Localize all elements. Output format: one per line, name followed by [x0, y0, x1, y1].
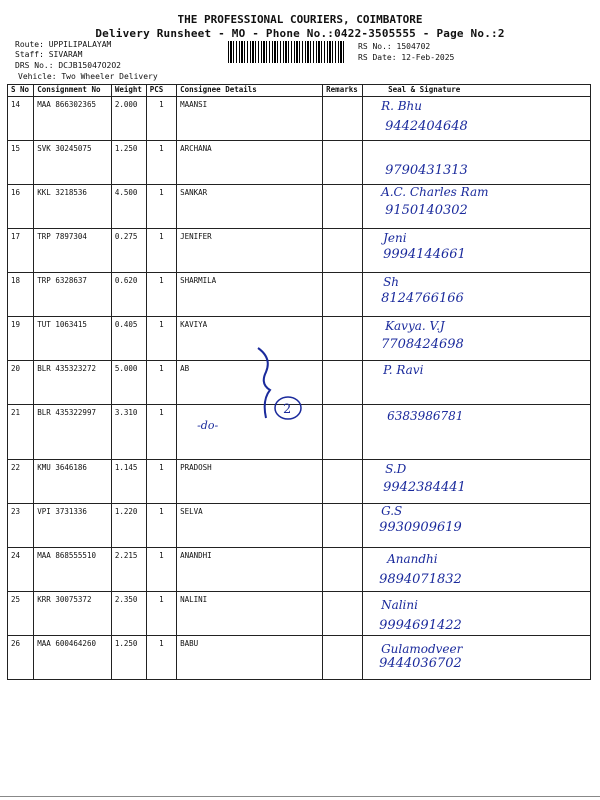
- row-pcs: 1: [146, 460, 176, 504]
- row-signature: [363, 273, 591, 317]
- row-pcs: 1: [146, 141, 176, 185]
- row-consignee: MAANSI: [177, 97, 323, 141]
- company-title: THE PROFESSIONAL COURIERS, COIMBATORE: [177, 13, 423, 26]
- col-pcs: PCS: [146, 85, 176, 97]
- row-remarks: [323, 185, 363, 229]
- row-weight: 0.405: [111, 317, 146, 361]
- table-row: [8, 185, 591, 229]
- signature-phone: 9994691422: [379, 618, 462, 633]
- row-remarks: [323, 141, 363, 185]
- signature-phone: 9442404648: [385, 119, 468, 134]
- row-signature: [363, 185, 591, 229]
- row-remarks: [323, 460, 363, 504]
- row-sno: 19: [8, 317, 34, 361]
- row-sno: 15: [8, 141, 34, 185]
- row-signature: [363, 97, 591, 141]
- signature-phone: 9444036702: [379, 656, 462, 671]
- row-consignee: SELVA: [177, 504, 323, 548]
- row-remarks: [323, 229, 363, 273]
- row-signature: [363, 361, 591, 405]
- row-signature: [363, 592, 591, 636]
- row-signature: [363, 548, 591, 592]
- row-consignment: BLR 435322997: [34, 405, 112, 460]
- row-sno: 17: [8, 229, 34, 273]
- row-consignment: TRP 6328637: [34, 273, 112, 317]
- row-signature: [363, 504, 591, 548]
- row-consignee: KAVIYA: [177, 317, 323, 361]
- row-pcs: 1: [146, 405, 176, 460]
- row-pcs: 1: [146, 317, 176, 361]
- signature-phone: 7708424698: [381, 337, 464, 352]
- row-weight: 1.220: [111, 504, 146, 548]
- row-pcs: 1: [146, 97, 176, 141]
- row-sno: 16: [8, 185, 34, 229]
- signature-text: Anandhi: [387, 552, 438, 566]
- row-sno: 14: [8, 97, 34, 141]
- table-row: [8, 592, 591, 636]
- col-weight: Weight: [111, 85, 146, 97]
- row-pcs: 1: [146, 273, 176, 317]
- signature-text: P. Ravi: [383, 363, 424, 377]
- row-weight: 1.145: [111, 460, 146, 504]
- annotation-number: 2: [283, 402, 292, 417]
- row-remarks: [323, 273, 363, 317]
- row-pcs: 1: [146, 636, 176, 680]
- row-consignment: VPI 3731336: [34, 504, 112, 548]
- row-remarks: [323, 317, 363, 361]
- row-pcs: 1: [146, 361, 176, 405]
- signature-text: S.D: [385, 462, 407, 476]
- signature-text: Kavya. V.J: [385, 319, 445, 333]
- row-remarks: [323, 361, 363, 405]
- row-consignment: MAA 868555510: [34, 548, 112, 592]
- signature-text: R. Bhu: [381, 99, 423, 113]
- table-row: [8, 97, 591, 141]
- rs-date-label: RS Date: 12-Feb-2025: [358, 53, 455, 62]
- col-sno: S No: [8, 85, 34, 97]
- row-remarks: [323, 97, 363, 141]
- row-consignee: SANKAR: [177, 185, 323, 229]
- row-consignee: ARCHANA: [177, 141, 323, 185]
- row-sno: 22: [8, 460, 34, 504]
- drs-label: DRS No.: DCJB15047O2O2: [15, 61, 121, 70]
- row-pcs: 1: [146, 504, 176, 548]
- signature-phone: 9790431313: [385, 163, 468, 178]
- signature-phone: 9994144661: [383, 247, 466, 262]
- row-consignment: TRP 7897304: [34, 229, 112, 273]
- row-pcs: 1: [146, 185, 176, 229]
- row-sno: 26: [8, 636, 34, 680]
- table-row: [8, 460, 591, 504]
- signature-text: A.C. Charles Ram: [381, 185, 489, 199]
- row-consignee: JENIFER: [177, 229, 323, 273]
- signature-phone: 9930909619: [379, 520, 462, 535]
- col-seal-signature: Seal & Signature: [363, 85, 591, 97]
- rs-no-label: RS No.: 1504702: [358, 42, 431, 51]
- table-row: [8, 273, 591, 317]
- row-remarks: [323, 504, 363, 548]
- row-consignee: BABU: [177, 636, 323, 680]
- row-consignee: AB: [177, 361, 323, 405]
- row-weight: 2.215: [111, 548, 146, 592]
- signature-phone: 8124766166: [381, 291, 464, 306]
- row-consignment: MAA 600464260: [34, 636, 112, 680]
- signature-text: Nalini: [381, 598, 418, 612]
- route-label: Route: UPPILIPALAYAM: [15, 40, 112, 49]
- staff-label: Staff: SIVARAM: [15, 50, 83, 59]
- vehicle-label: Vehicle: Two Wheeler Delivery: [18, 72, 158, 81]
- signature-text: Gulamodveer: [381, 642, 463, 656]
- runsheet-title: Delivery Runsheet - MO - Phone No.:0422-3505555 - Page No.:2: [95, 27, 505, 40]
- row-weight: 2.000: [111, 97, 146, 141]
- table-row: [8, 229, 591, 273]
- signature-phone: 9942384441: [383, 480, 466, 495]
- row-consignee: SHARMILA: [177, 273, 323, 317]
- table-row: [8, 548, 591, 592]
- barcode: [228, 41, 346, 63]
- row-sno: 20: [8, 361, 34, 405]
- table-row: [8, 636, 591, 680]
- table-header-row: [8, 85, 591, 97]
- row-sno: 21: [8, 405, 34, 460]
- row-consignment: KKL 3218536: [34, 185, 112, 229]
- row-signature: [363, 636, 591, 680]
- signature-text: 6383986781: [387, 409, 464, 423]
- row-signature: [363, 141, 591, 185]
- row-sno: 18: [8, 273, 34, 317]
- table-row: [8, 504, 591, 548]
- bracket-stroke: [258, 348, 270, 418]
- row-weight: 1.250: [111, 636, 146, 680]
- row-pcs: 1: [146, 548, 176, 592]
- row-weight: 1.250: [111, 141, 146, 185]
- row-sno: 25: [8, 592, 34, 636]
- row-weight: 2.350: [111, 592, 146, 636]
- row-consignment: TUT 1063415: [34, 317, 112, 361]
- signature-text: Sh: [383, 275, 400, 289]
- row-weight: 3.310: [111, 405, 146, 460]
- row-consignee: PRADOSH: [177, 460, 323, 504]
- row-pcs: 1: [146, 592, 176, 636]
- row-signature: [363, 405, 591, 460]
- col-consignment: Consignment No: [34, 85, 112, 97]
- row-remarks: [323, 592, 363, 636]
- row-sno: 24: [8, 548, 34, 592]
- col-remarks: Remarks: [323, 85, 363, 97]
- signature-phone: 9150140302: [385, 203, 468, 218]
- table-row: [8, 141, 591, 185]
- row-weight: 5.000: [111, 361, 146, 405]
- row-signature: [363, 460, 591, 504]
- row-consignment: MAA 866302365: [34, 97, 112, 141]
- row-weight: 0.620: [111, 273, 146, 317]
- row-consignment: KMU 3646186: [34, 460, 112, 504]
- row-remarks: [323, 405, 363, 460]
- row-consignee: NALINI: [177, 592, 323, 636]
- row-signature: [363, 229, 591, 273]
- row-remarks: [323, 548, 363, 592]
- row-sno: 23: [8, 504, 34, 548]
- page-bottom-rule: [0, 796, 600, 797]
- row-signature: [363, 317, 591, 361]
- row-consignee: ANANDHI: [177, 548, 323, 592]
- row-remarks: [323, 636, 363, 680]
- bracket-annotation: [240, 340, 320, 430]
- signature-text: G.S: [381, 504, 403, 518]
- row-weight: 4.500: [111, 185, 146, 229]
- row-consignment: BLR 435323272: [34, 361, 112, 405]
- signature-text: Jeni: [383, 231, 407, 245]
- row-weight: 0.275: [111, 229, 146, 273]
- row-consignment: KRR 30075372: [34, 592, 112, 636]
- signature-phone: 9894071832: [379, 572, 462, 587]
- row-consignment: SVK 30245075: [34, 141, 112, 185]
- row-consignee: -do-: [177, 405, 323, 460]
- row-pcs: 1: [146, 229, 176, 273]
- col-details: Consignee Details: [177, 85, 323, 97]
